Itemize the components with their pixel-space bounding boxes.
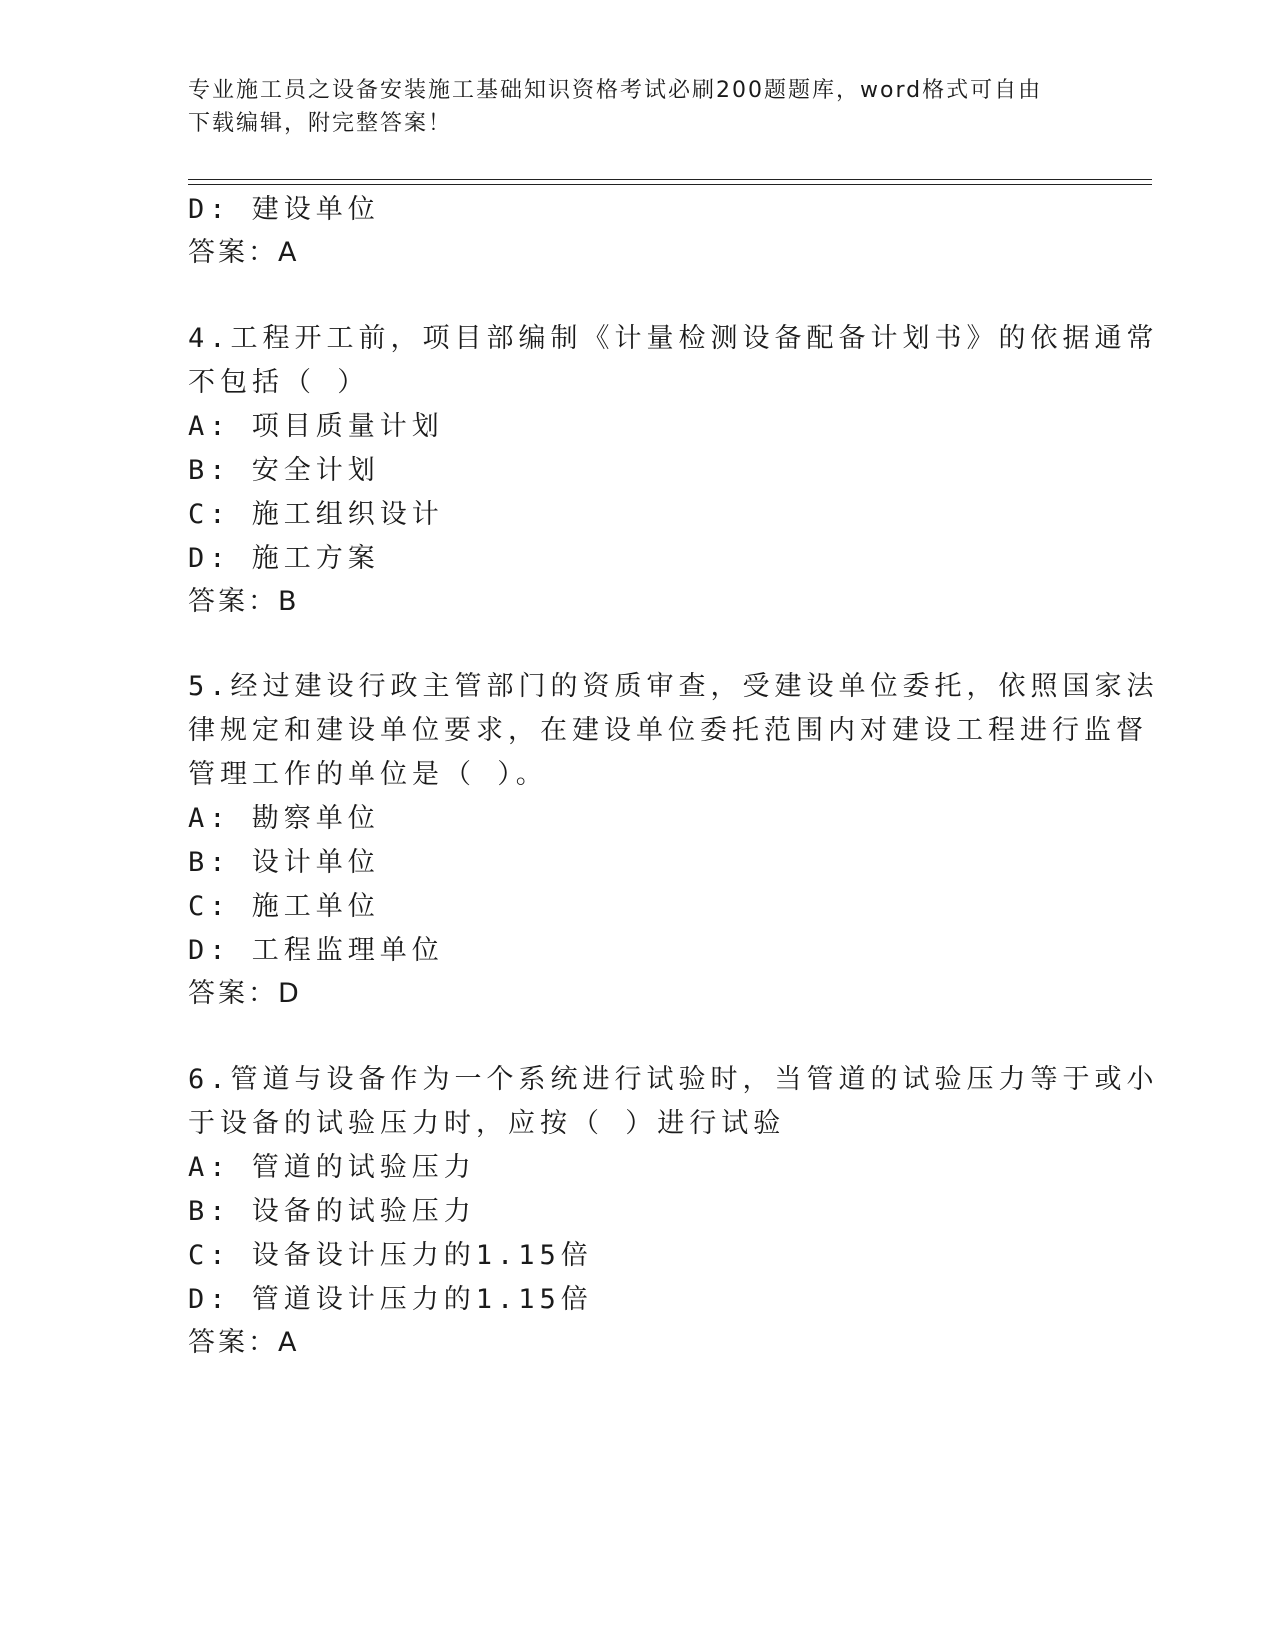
question-5-option-b: B: 设计单位 [188, 847, 380, 878]
question-4-option-d: D: 施工方案 [188, 543, 380, 574]
question-6-option-a: A: 管道的试验压力 [188, 1152, 476, 1183]
question-6-stem-line-1: 6.管道与设备作为一个系统进行试验时，当管道的试验压力等于或小 [188, 1064, 1159, 1095]
question-4-stem-line-1: 4.工程开工前，项目部编制《计量检测设备配备计划书》的依据通常 [188, 323, 1159, 354]
question-5-option-d: D: 工程监理单位 [188, 935, 444, 966]
question-6-option-d: D: 管道设计压力的1.15倍 [188, 1284, 593, 1315]
question-5-stem-line-1: 5.经过建设行政主管部门的资质审查，受建设单位委托，依照国家法 [188, 671, 1159, 702]
question-4-option-b: B: 安全计划 [188, 455, 380, 486]
question-4-option-c: C: 施工组织设计 [188, 499, 444, 530]
header-divider-bottom [188, 184, 1152, 185]
question-6-option-b: B: 设备的试验压力 [188, 1196, 476, 1227]
question-5-stem-line-2: 律规定和建设单位要求，在建设单位委托范围内对建设工程进行监督 [188, 715, 1148, 746]
question-6-option-c: C: 设备设计压力的1.15倍 [188, 1240, 593, 1271]
question-5-answer: 答案：D [188, 978, 302, 1009]
question-6-stem-line-2: 于设备的试验压力时，应按（ ）进行试验 [188, 1108, 786, 1139]
question-5-option-a: A: 勘察单位 [188, 803, 380, 834]
document-header [188, 74, 1068, 140]
prev-question-answer: 答案：A [188, 237, 300, 268]
question-5-option-c: C: 施工单位 [188, 891, 380, 922]
question-6-answer: 答案：A [188, 1327, 300, 1358]
question-4-option-a: A: 项目质量计划 [188, 411, 444, 442]
header-title-line-1: 专业施工员之设备安装施工基础知识资格考试必刷200题题库，word格式可自由 [188, 78, 1043, 103]
header-title-line-2: 下载编辑，附完整答案！ [188, 111, 453, 136]
question-4-stem-line-2: 不包括（ ） [188, 367, 370, 398]
prev-question-option-d: D: 建设单位 [188, 194, 380, 225]
header-divider-top [188, 179, 1152, 180]
question-4-answer: 答案：B [188, 586, 300, 617]
question-5-stem-line-3: 管理工作的单位是（ ）。 [188, 759, 548, 790]
